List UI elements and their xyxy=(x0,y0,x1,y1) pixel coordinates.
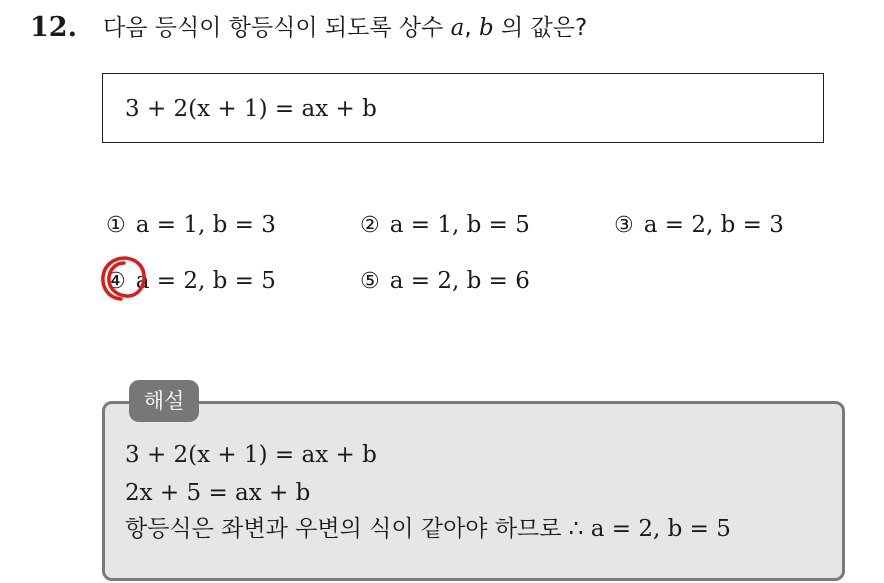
solution-tag: 해설 xyxy=(129,380,199,422)
question-number: 12. xyxy=(30,12,77,43)
var-a: a xyxy=(450,15,465,41)
choice-3-number: ③ xyxy=(614,213,634,238)
choice-4-number: ④ xyxy=(106,269,126,294)
choice-5-number: ⑤ xyxy=(360,269,380,294)
question-comma: , xyxy=(464,15,472,41)
choice-2-text: a = 1, b = 5 xyxy=(389,212,530,238)
equation: 3 + 2(x + 1) = ax + b xyxy=(125,96,377,122)
choice-3-text: a = 2, b = 3 xyxy=(643,212,784,238)
choice-1-text: a = 1, b = 3 xyxy=(135,212,276,238)
solution-box xyxy=(102,401,845,581)
solution-line-1: 3 + 2(x + 1) = ax + b xyxy=(125,442,377,468)
choice-2[interactable] xyxy=(360,205,530,246)
solution-line-3-text: 항등식은 좌변과 우변의 식이 같아야 하므로 xyxy=(125,516,562,542)
choice-3[interactable] xyxy=(614,205,784,246)
question-text xyxy=(103,8,587,48)
choice-5-text: a = 2, b = 6 xyxy=(389,268,530,294)
solution-line-3 xyxy=(125,512,731,546)
solution-line-3-conclusion: ∴ a = 2, b = 5 xyxy=(568,516,731,542)
choice-2-number: ② xyxy=(360,213,380,238)
choice-1[interactable] xyxy=(106,205,276,246)
solution-line-2: 2x + 5 = ax + b xyxy=(125,480,311,506)
choice-1-number: ① xyxy=(106,213,126,238)
var-b: b xyxy=(478,15,494,41)
question-ending: 의 값은? xyxy=(501,15,588,41)
choice-5[interactable] xyxy=(360,261,530,302)
equation-box xyxy=(102,73,824,143)
choice-4[interactable] xyxy=(106,261,276,302)
choice-4-text: a = 2, b = 5 xyxy=(135,268,276,294)
question-stem: 다음 등식이 항등식이 되도록 상수 xyxy=(103,15,444,41)
